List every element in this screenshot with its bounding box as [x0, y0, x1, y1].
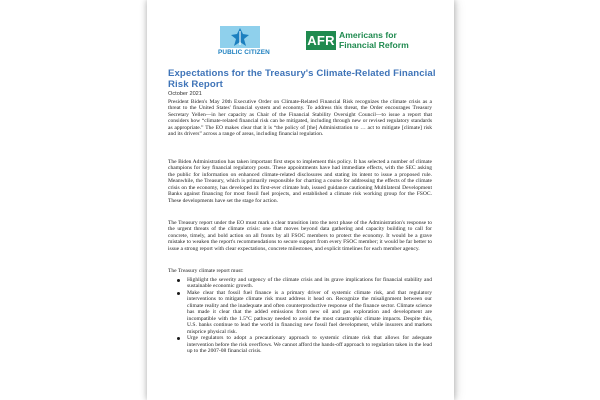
- list-item: [177, 277, 432, 290]
- public-citizen-logo: [218, 26, 270, 60]
- paragraph-2: The Biden Administration has taken important first steps to implement this policy. It has selected a number of climate champions for key financial regulatory posts. These appointments have had immediate effects, with the SEC asking the public for information on enhanced climate-related disclosures and stating its intent to issue a proposed rule. Meanwhile, the Treasury, which is primarily responsible for charting a course for addressing the effects of the climate crisis on the economy, has developed its first-ever climate hub, issued guidance cautioning Multilateral Development Banks against financing for most fossil fuel projects, and established a climate risk working group for the FSOC. These developments have set the stage for action.: [168, 159, 432, 204]
- paragraph-3: The Treasury report under the EO must mark a clear transition into the next phase of the Administration's response to the urgent threats of the climate crisis: one that moves beyond data gathering and capacity building to call for concrete, timely, and bold action on all fronts by all FSOC members to protect the economy. It would be a grave mistake to weaken the report's recommendations to secure support from every FSOC member; it would be far better to issue a strong report with clear expectations, concrete milestones, and explicit timelines for each member agency.: [168, 220, 432, 252]
- afr-name: [339, 30, 417, 50]
- list-item: [177, 335, 432, 354]
- afr-badge: AFR: [307, 33, 335, 48]
- bullet-icon: [177, 279, 180, 282]
- bullet-icon: [177, 292, 180, 295]
- bullet-icon: [177, 337, 180, 340]
- list-item-text: Highlight the severity and urgency of the climate crisis and its grave implications for financial stability and sustainable economic growth.: [187, 277, 432, 290]
- list-item-text: Make clear that fossil fuel finance is a primary driver of systemic climate risk, and that regulatory interventions to mitigate climate risk must address it head on. Recognize the misalignment between our climate reality and the inadequate and often counterproductive response of the finance sector. Climate science has made it clear that the added emissions from new oil and gas exploration and development are incompatible with the 1.5°C pathway needed to avoid the most catastrophic climate impacts. Despite this, U.S. banks continue to lead the world in financing new fossil fuel development, while insurers and markets misprice physical risk.: [187, 289, 432, 335]
- list-item-text: Urge regulators to adopt a precautionary approach to systemic climate risk that allows for adequate intervention before the risk overflows. We cannot afford the hands-off approach to regulation taken in the lead up to the 2007-08 financial crisis.: [187, 335, 432, 354]
- public-citizen-wordmark: PUBLIC CITIZEN: [218, 49, 270, 56]
- document-title: Expectations for the Treasury's Climate-Related Financial Risk Report: [168, 68, 436, 90]
- paragraph-1: President Biden's May 20th Executive Order on Climate-Related Financial Risk recognizes the climate crisis as a threat to the United States' financial system and economy. To address this threat, the Order encourages Treasury Secretary Yellen—in her capacity as Chair of the Financial Stability Oversight Council—to issue a report that considers how “climate-related financial risk can be mitigated, including through new or revised regulatory standards as appropriate.” The EO makes clear that it is “the policy of [the] Administration to … act to mitigate [climate] risk and its drivers” across a range of areas, including financial regulation.: [168, 99, 432, 138]
- recommendation-list: [177, 277, 432, 354]
- logo-row: [147, 26, 454, 60]
- list-intro: The Treasury climate report must:: [168, 268, 244, 274]
- afr-name-line1: Americans for: [339, 30, 397, 40]
- statue-of-liberty-icon: [220, 26, 260, 48]
- afr-name-line2: Financial Reform: [339, 40, 409, 50]
- document-date: October 2021: [168, 91, 202, 97]
- document-page: [147, 0, 454, 400]
- afr-logo: [306, 29, 416, 55]
- list-item: [177, 290, 432, 335]
